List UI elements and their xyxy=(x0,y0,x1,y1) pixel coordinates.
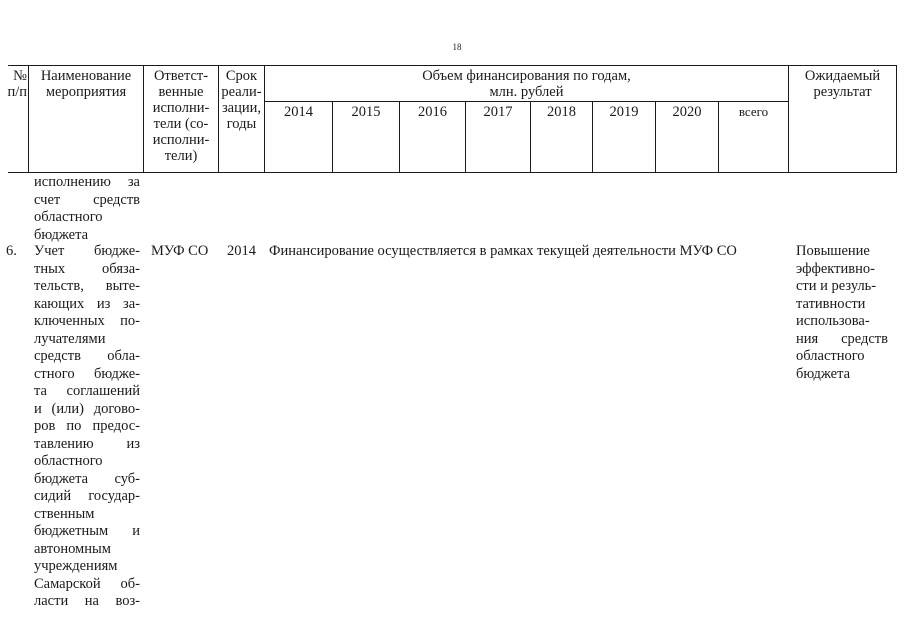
row-responsible: МУФ СО xyxy=(151,243,209,259)
header-year-total: всего xyxy=(738,104,769,119)
row-expected-result: Повышение эффективно- сти и резуль- тативности использова- ния средств областного бюджета xyxy=(796,243,888,382)
header-year-2017: 2017 xyxy=(483,104,513,120)
header-year-2014: 2014 xyxy=(284,104,313,120)
header-year-2020: 2020 xyxy=(672,104,702,120)
page-number: 18 xyxy=(452,42,462,52)
row-financing-note: Финансирование осуществляется в рамках текущей деятельности МУФ СО xyxy=(269,243,737,259)
header-year-2015: 2015 xyxy=(351,104,381,120)
header-result-col: Ожидаемый результат xyxy=(804,68,881,100)
header-year-2018: 2018 xyxy=(547,104,576,120)
header-year-2016: 2016 xyxy=(418,104,447,120)
header-name-col: Наименование мероприятия xyxy=(40,68,132,100)
header-year-2019: 2019 xyxy=(609,104,639,120)
row-name-text: Учет бюдже- тных обяза- тельств, выте- кающих из за- ключенных по- лучателями средств обла- стного бюдже- та соглашений и (или) догово- ров по предос- тавлению из областного бюджета суб- сидий государ- ственным бюджетным и автономным учреждениям Самарской об- ласти на воз- xyxy=(34,243,140,609)
header-number-col: № п/п xyxy=(7,68,27,100)
row-term: 2014 xyxy=(227,243,256,259)
row-number: 6. xyxy=(6,243,17,259)
continuation-text: исполнению за счет средств областного бюджета xyxy=(34,174,140,243)
header-responsible-col: Ответст- венные исполни- тели (со- исполни- тели) xyxy=(152,68,210,164)
header-financing-title: Объем финансирования по годам, млн. рублей xyxy=(422,68,631,100)
header-term-col: Срок реали- зации, годы xyxy=(221,68,262,132)
